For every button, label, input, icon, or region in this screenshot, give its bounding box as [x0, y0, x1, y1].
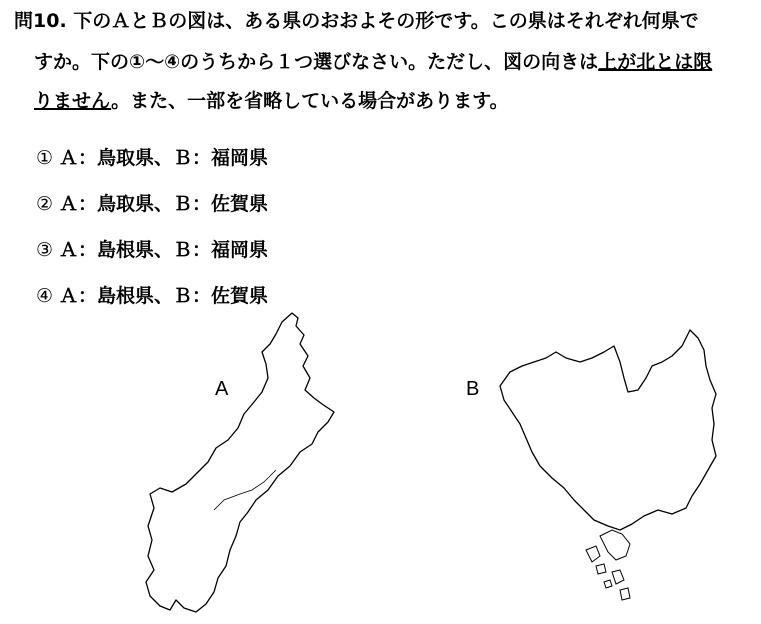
option-text: Ａ：島根県、Ｂ：福岡県 [59, 239, 269, 261]
option-number: ③ [36, 239, 54, 261]
option-text: Ａ：鳥取県、Ｂ：佐賀県 [59, 193, 269, 215]
map-b-outline [500, 330, 716, 530]
question-text-3: 。また、一部を省略している場合があります。 [111, 90, 509, 112]
option-number: ① [36, 147, 54, 169]
map-b-islands [586, 530, 630, 600]
question-number: 問10. [14, 10, 67, 32]
map-a-coast-detail [214, 470, 276, 510]
question-text-2: すか。下の①～④のうちから１つ選びなさい。ただし、図の向きは [34, 51, 599, 73]
underlined-text-2: りません [34, 90, 112, 112]
option-number: ② [36, 193, 54, 215]
option-number: ④ [36, 285, 54, 307]
question-text-1: 下のＡとＢの図は、ある県のおおよその形です。この県はそれぞれ何県で [73, 10, 699, 32]
option-text: Ａ：鳥取県、Ｂ：福岡県 [59, 147, 269, 169]
map-a-outline [146, 313, 334, 612]
map-a-label: A [215, 378, 229, 400]
map-b-label: B [466, 378, 480, 400]
option-text: Ａ：島根県、Ｂ：佐賀県 [59, 285, 269, 307]
underlined-text-1: 上が北とは限 [598, 51, 713, 73]
